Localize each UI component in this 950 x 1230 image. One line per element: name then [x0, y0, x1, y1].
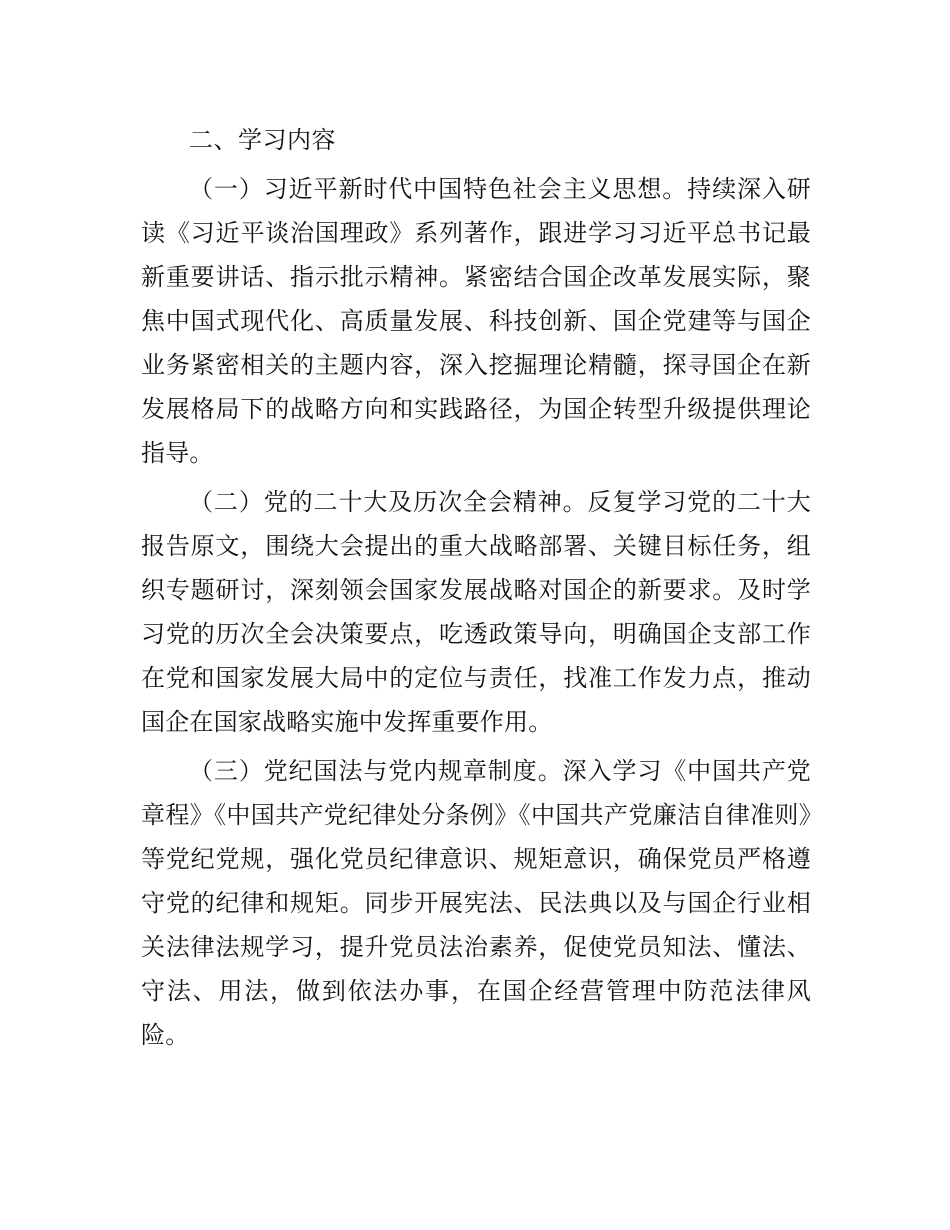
- section-heading: 二、学习内容: [189, 126, 336, 154]
- document-body: [141, 118, 811, 1062]
- paragraph-1: （一）习近平新时代中国特色社会主义思想。持续深入研读《习近平谈治国理政》系列著作，跟进学习习近平总书记最新重要讲话、指示批示精神。紧密结合国企改革发展实际，聚焦中国式现代化、高质量发展、科技创新、国企党建等与国企业务紧密相关的主题内容，深入挖掘理论精髓，探寻国企在新发展格局下的战略方向和实践路径，为国企转型升级提供理论指导。: [141, 175, 811, 467]
- paragraph-3: （三）党纪国法与党内规章制度。深入学习《中国共产党章程》《中国共产党纪律处分条例》《中国共产党廉洁自律准则》等党纪党规，强化党员纪律意识、规矩意识，确保党员严格遵守党的纪律和规矩。同步开展宪法、民法典以及与国企行业相关法律法规学习，提升党员法治素养，促使党员知法、懂法、守法、用法，做到依法办事，在国企经营管理中防范法律风险。: [141, 757, 811, 1049]
- paragraph-2: （二）党的二十大及历次全会精神。反复学习党的二十大报告原文，围绕大会提出的重大战略部署、关键目标任务，组织专题研讨，深刻领会国家发展战略对国企的新要求。及时学习党的历次全会决策要点，吃透政策导向，明确国企支部工作在党和国家发展大局中的定位与责任，找准工作发力点，推动国企在国家战略实施中发挥重要作用。: [141, 488, 811, 736]
